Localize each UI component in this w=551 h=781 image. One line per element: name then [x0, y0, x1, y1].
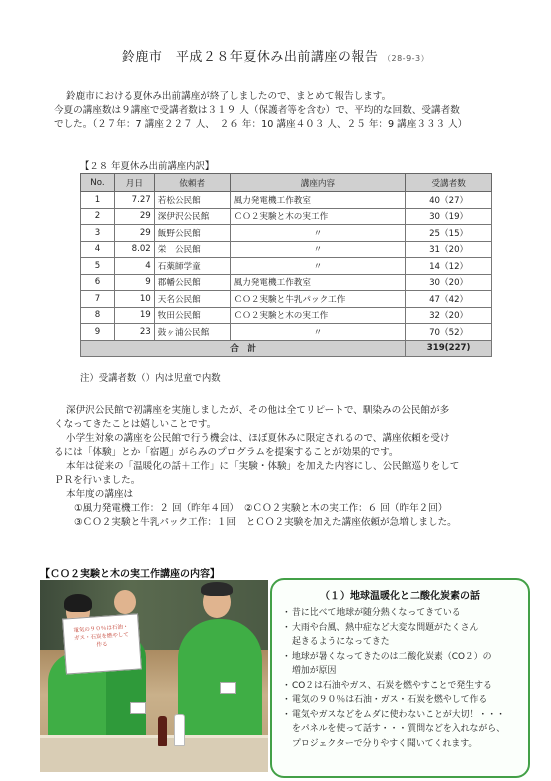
table-header-row: [81, 174, 492, 192]
cell-client: 栄 公民館: [154, 241, 230, 258]
table-row: [81, 192, 492, 209]
panel-item: [282, 722, 520, 737]
panel-title: （１）地球温暖化と二酸化炭素の話: [320, 591, 480, 602]
cell-date: 29: [114, 208, 154, 225]
panel-item: [282, 650, 520, 665]
intro-paragraph: [54, 90, 514, 132]
cell-client: 郡幡公民館: [154, 274, 230, 291]
photo-sign: [62, 613, 142, 674]
cell-content: ＣＯ２実験と木の実工作: [230, 208, 406, 225]
cell-date: 9: [114, 274, 154, 291]
panel-list: [272, 606, 528, 751]
cell-content: 〃: [230, 258, 406, 275]
body-line: るには「体験」とか「宿題」がらみのプログラムを提案することが効果的です。: [54, 447, 399, 458]
panel-item-text: 大雨や台風、熱中症など大変な問題がたくさん: [292, 622, 479, 633]
cell-date: 7.27: [114, 192, 154, 209]
cell-content: 〃: [230, 225, 406, 242]
col-header-no: No.: [81, 174, 115, 192]
panel-item-text: 電気の９０％は石油・ガス・石炭を燃やして作る: [292, 695, 488, 705]
body-line: 本年は従来の「温暖化の話＋工作」に「実験・体験」を加えた内容にし、公民館巡りをして: [66, 461, 460, 472]
cell-client: 若松公民館: [154, 192, 230, 209]
talk-content-panel: [270, 578, 530, 778]
section-title: 【ＣＯ２実験と木の実工作講座の内容】: [40, 569, 220, 580]
bullet: ・: [282, 695, 291, 705]
body-line: くなってきたことは嬉しいことです。: [54, 419, 217, 430]
cell-no: 8: [81, 307, 115, 324]
photo-person-hair: [201, 582, 233, 596]
bullet: ・: [282, 680, 291, 691]
panel-item: [282, 664, 520, 679]
panel-item-text: 増加が原因: [292, 666, 337, 676]
body-line: ①風力発電機工作：２ 回（昨年４回） ②ＣＯ２実験と木の実工作：６ 回（昨年２回）: [74, 503, 448, 514]
photo-name-tag: [130, 702, 146, 714]
cell-date: 23: [114, 324, 154, 341]
table-row: [81, 291, 492, 308]
cell-client: 鼓ヶ浦公民館: [154, 324, 230, 341]
panel-item: [282, 693, 520, 708]
panel-item: [282, 737, 520, 752]
intro-line: 鈴鹿市における夏休み出前講座が終了しましたので、まとめて報告します。: [66, 91, 392, 102]
total-label: 合 計: [81, 340, 406, 357]
body-line: 本年度の講座は: [66, 489, 134, 500]
panel-item-text: 電気やガスなどをムダに使わないことが大切！・・・: [292, 709, 505, 720]
cell-date: 8.02: [114, 241, 154, 258]
photo-cola-bottle: [158, 716, 167, 746]
report-title: [0, 46, 551, 65]
cell-no: 2: [81, 208, 115, 225]
cell-client: 天名公民館: [154, 291, 230, 308]
cell-no: 7: [81, 291, 115, 308]
cell-count: 30（19）: [406, 208, 492, 225]
panel-item-text: をパネルを使って話す・・・質問などを入れながら、: [292, 724, 505, 734]
bullet: ・: [282, 622, 291, 633]
panel-item: [282, 708, 520, 723]
photo-table: [40, 735, 268, 772]
panel-item: [282, 635, 520, 650]
panel-item-text: プロジェクターで分りやすく聞いてくれます。: [292, 738, 478, 749]
panel-item-text: CO２は石油やガス、石炭を燃やすことで発生する: [292, 680, 492, 691]
table-row: [81, 324, 492, 341]
report-date: （28-9-3）: [383, 54, 430, 63]
bullet: ・: [282, 608, 291, 618]
table-caption: 【２８ 年夏休み出前講座内訳】: [80, 161, 215, 172]
table-total-row: [81, 340, 492, 357]
cell-date: 10: [114, 291, 154, 308]
cell-client: 牧田公民館: [154, 307, 230, 324]
cell-no: 5: [81, 258, 115, 275]
course-table: [80, 173, 492, 357]
total-value: 319(227): [406, 340, 492, 357]
cell-no: 3: [81, 225, 115, 242]
cell-count: 30（20）: [406, 274, 492, 291]
cell-date: 19: [114, 307, 154, 324]
photo-name-tag: [220, 682, 236, 694]
cell-count: 40（27）: [406, 192, 492, 209]
body-line: 小学生対象の講座を公民館で行う機会は、ほぼ夏休みに限定されるので、講座依頼を受け: [66, 433, 450, 444]
cell-no: 4: [81, 241, 115, 258]
photo-sign-line: ガス・石炭を燃やして: [73, 632, 130, 642]
cell-count: 70（52）: [406, 324, 492, 341]
table-row: [81, 274, 492, 291]
body-line: ＰＲを行いました。: [54, 475, 141, 486]
cell-no: 9: [81, 324, 115, 341]
cell-count: 31（20）: [406, 241, 492, 258]
cell-date: 29: [114, 225, 154, 242]
panel-item-text: 昔に比べて地球が随分熱くなってきている: [292, 608, 461, 618]
panel-item: [282, 606, 520, 621]
photo-water-bottle: [174, 714, 185, 746]
cell-client: 飯野公民館: [154, 225, 230, 242]
cell-content: ＣＯ２実験と木の実工作: [230, 307, 406, 324]
col-header-content: 講座内容: [230, 174, 406, 192]
cell-count: 25（15）: [406, 225, 492, 242]
cell-content: ＣＯ２実験と牛乳パック工作: [230, 291, 406, 308]
cell-content: 〃: [230, 241, 406, 258]
cell-content: 風力発電機工作教室: [230, 274, 406, 291]
cell-content: 〃: [230, 324, 406, 341]
cell-content: 風力発電機工作教室: [230, 192, 406, 209]
photo-sign-line: 電気の９０％は石油・: [73, 624, 129, 634]
cell-count: 14（12）: [406, 258, 492, 275]
intro-line: でした。（２７年：7 講座２２７ 人、 ２６ 年：10 講座４０３ 人、２５ 年：9 講座３３３ 人）: [54, 119, 468, 130]
panel-item: [282, 621, 520, 636]
body-line: 深伊沢公民館で初講座を実施しましたが、その他は全てリピートで、馴染みの公民館が多: [66, 405, 450, 416]
body-paragraph: [54, 404, 524, 530]
col-header-count: 受講者数: [406, 174, 492, 192]
table-row: [81, 258, 492, 275]
photo-person-head: [114, 590, 136, 614]
bullet: ・: [282, 651, 291, 662]
panel-item-text: 起きるようになってきた: [292, 637, 390, 647]
panel-item-text: 地球が暑くなってきたのは二酸化炭素（CO２）の: [292, 651, 492, 662]
col-header-client: 依頼者: [154, 174, 230, 192]
cell-no: 6: [81, 274, 115, 291]
intro-line: 今夏の講座数は９講座で受講者数は３１９ 人（保護者等を含む）で、平均的な回数、受講者数: [54, 105, 460, 116]
photo-sign-line: 作る: [96, 641, 108, 649]
workshop-photo: [40, 580, 268, 772]
table-note: 注）受講者数（）内は児童で内数: [80, 373, 221, 384]
table-row: [81, 241, 492, 258]
photo-person-hair: [64, 594, 92, 612]
col-header-date: 月日: [114, 174, 154, 192]
cell-count: 32（20）: [406, 307, 492, 324]
table-row: [81, 225, 492, 242]
table-row: [81, 208, 492, 225]
cell-count: 47（42）: [406, 291, 492, 308]
bullet: ・: [282, 709, 291, 720]
cell-date: 4: [114, 258, 154, 275]
body-line: ③ＣＯ２実験と牛乳パック工作：１回 とＣＯ２実験を加えた講座依頼が急増しました。: [74, 517, 457, 528]
cell-client: 石薬師学童: [154, 258, 230, 275]
report-title-text: 鈴鹿市 平成２８年夏休み出前講座の報告: [121, 50, 379, 65]
table-row: [81, 307, 492, 324]
cell-no: 1: [81, 192, 115, 209]
cell-client: 深伊沢公民館: [154, 208, 230, 225]
panel-item: [282, 679, 520, 694]
